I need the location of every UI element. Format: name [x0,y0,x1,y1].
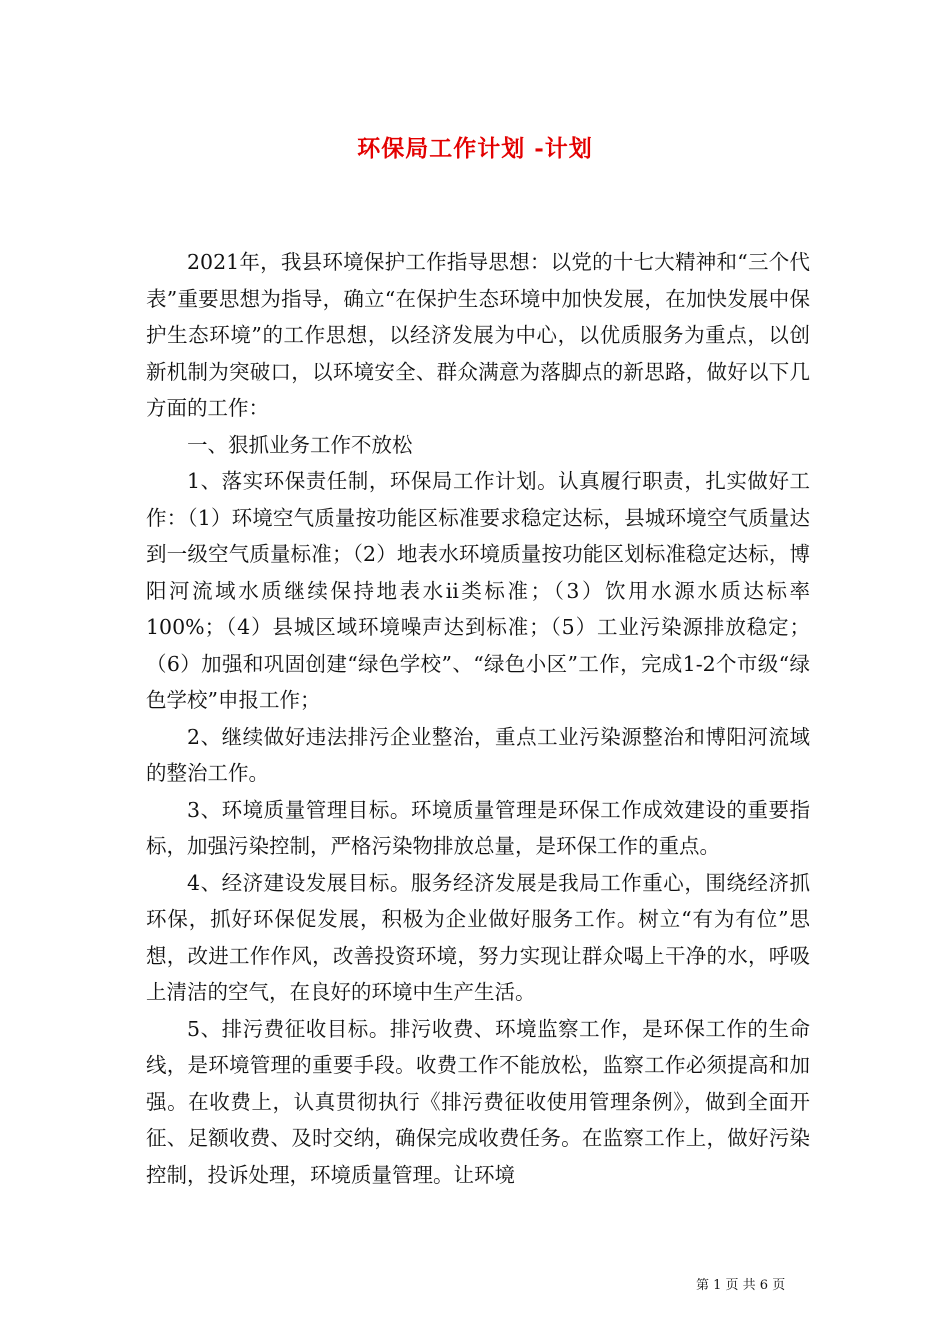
paragraph-item-2: 2、继续做好违法排污企业整治，重点工业污染源整治和博阳河流域的整治工作。 [146,724,810,785]
paragraph-item-1: 1、落实环保责任制，环保局工作计划。认真履行职责，扎实做好工作：（1）环境空气质量按功能区标准要求稳定达标，县城环境空气质量达到一级空气质量标准；（2）地表水环境质量按功能区划标准稳定达标，博阳河流域水质继续保持地表水ⅱ类标准；（3）饮用水源水质达标率100%；（4）县城区域环境噪声达到标准；（5）工业污染源排放稳定；（6）加强和巩固创建“绿色学校”、“绿色小区”工作，完成1-2个市级“绿色学校”申报工作； [146,469,810,712]
paragraph-item-3: 3、环境质量管理目标。环境质量管理是环保工作成效建设的重要指标，加强污染控制，严格污染物排放总量，是环保工作的重点。 [146,797,810,858]
document-body [146,244,810,1193]
paragraph-intro: 2021年，我县环境保护工作指导思想：以党的十七大精神和“三个代表”重要思想为指导，确立“在保护生态环境中加快发展，在加快发展中保护生态环境”的工作思想，以经济发展为中心，以优质服务为重点，以创新机制为突破口，以环境安全、群众满意为落脚点的新思路，做好以下几方面的工作： [146,250,810,420]
page-number-footer: 第 1 页 共 6 页 [696,1278,786,1293]
document-title: 环保局工作计划 -计划 [357,135,593,162]
paragraph-section-heading: 一、狠抓业务工作不放松 [187,432,413,457]
paragraph-item-5: 5、排污费征收目标。排污收费、环境监察工作，是环保工作的生命线，是环境管理的重要手段。收费工作不能放松，监察工作必须提高和加强。在收费上，认真贯彻执行《排污费征收使用管理条例》，做到全面开征、足额收费、及时交纳，确保完成收费任务。在监察工作上，做好污染控制，投诉处理，环境质量管理。让环境 [146,1016,810,1187]
paragraph-item-4: 4、经济建设发展目标。服务经济发展是我局工作重心，围绕经济抓环保，抓好环保促发展，积极为企业做好服务工作。树立“有为有位”思想，改进工作作风，改善投资环境，努力实现让群众喝上干净的水，呼吸上清洁的空气，在良好的环境中生产生活。 [146,870,810,1004]
